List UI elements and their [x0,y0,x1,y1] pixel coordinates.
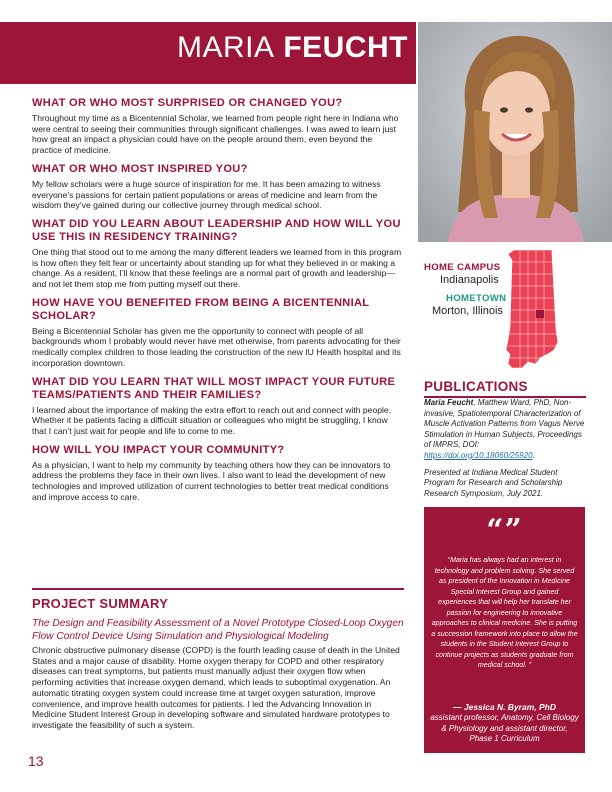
home-campus-label: HOME CAMPUS [424,262,501,273]
home-campus-value: Indianapolis [440,274,499,286]
quote-attribution [430,702,579,745]
project-body: Chronic obstructive pulmonary disease (COPD) is the fourth leading cause of death in the United States and a major cause of disability. Home oxygen therapy for COPD and other respiratory diseases can treat symptoms, but patients must manually adjust their oxygen flow when performing activities that increase oxygen demand, which leads to suboptimal oxygenation. An automatic titrating oxygen system could increase time at target oxygen saturation, improve convenience, and improve health outcomes for patients. I led the Advancing Innovation in Medicine Student Interest Group in developing software and simulated hardware prototypes to investigate the feasibility of such a system. [32,645,400,730]
doi-link[interactable]: https://doi.org/10.18060/25920 [424,450,533,460]
question-1: WHAT OR WHO MOST SURPRISED OR CHANGED YOU? [32,97,343,109]
question-2: WHAT OR WHO MOST INSPIRED YOU? [32,162,248,175]
project-summary-heading: PROJECT SUMMARY [32,596,169,611]
indianapolis-marker [536,310,544,318]
hometown-value: Morton, Illinois [432,305,503,317]
quote-marks-icon: “” [486,513,523,548]
answer-4: Being a Bicentennial Scholar has given me the opportunity to connect with people of all backgrounds whom I probably would never have met otherwise, from parents advocating for their medically complex children to those leading the construction of the new IU Health hospital and its incorporation downtown. [32,325,401,368]
answer-5: I learned about the importance of making the extra effort to reach out and connect with people. Whether it be patients facing a difficult situation or colleagues who might be struggling, I know that I can’t just wait for people and life to come to me. [32,404,392,436]
header-banner [0,22,416,84]
question-5: WHAT DID YOU LEARN THAT WILL MOST IMPACT YOUR FUTURE TEAMS/PATIENTS AND THEIR FAMILIES? [32,375,396,401]
quote-author-title: assistant professor, Anatomy, Cell Biology & Physiology and assistant director, Phase 1 Curriculum [430,713,579,743]
page-title [177,31,408,65]
answer-6: As a physician, I want to help my community by teaching others how they can be innovators to address the problems they face in their own lives. I also want to lead the development of new technologies and improved utilization of current technologies to better treat medical conditions and improve access to care. [32,459,391,502]
answer-1: Throughout my time as a Bicentennial Scholar, we learned from people right here in Indiana who were central to seeing their communities through significant challenges. I was awed to learn just how great an impact a physician could have on the people around them, even beyond the practice of medicine. [32,113,399,156]
indiana-county-map-icon [500,250,562,370]
quote-box [424,507,585,753]
answer-3: One thing that stood out to me among the many different leaders we learned from in this program is how often they felt fear or uncertainty about standing up for what they believed in or making a change. As a resident, I’ll know that these feelings are a normal part of growth and leadership—and not let them stop me from putting myself out there. [32,246,402,290]
quote-author: — Jessica N. Byram, PhD [453,702,556,712]
question-6: HOW WILL YOU IMPACT YOUR COMMUNITY? [32,443,285,456]
qa-section [32,97,404,502]
question-3: WHAT DID YOU LEARN ABOUT LEADERSHIP AND HOW WILL YOU USE THIS IN RESIDENCY TRAINING? [32,217,401,243]
portrait-photo [418,22,612,242]
page-number: 13 [28,753,44,769]
hometown-label: HOMETOWN [446,293,507,304]
last-name: FEUCHT [283,31,408,64]
citation-body: , Matthew Ward, PhD, Non-invasive, Spatiotemporal Characterization of Muscle Activation Patterns from Vagus Nerve Stimulation in Human Subjects, Proceedings of IMPRS, DOI: [424,398,585,449]
first-name: MARIA [176,31,275,64]
answer-2: My fellow scholars were a huge source of inspiration for me. It has been amazing to witness everyone’s passions for certain patient populations or areas of medicine and learn from the wisdom they’ve gained during our collective journey through medical school. [32,178,381,211]
publications-title: PUBLICATIONS [424,379,528,394]
project-title: The Design and Feasibility Assessment of a Novel Prototype Closed-Loop Oxygen Flow Control Device Using Simulation and Physiological Modeling [32,618,404,642]
publication-citation [424,398,589,461]
project-divider [32,588,404,590]
publication-note: Presented at Indiana Medical Student Program for Research and Scholarship Research Symposium, July 2021. [424,468,563,498]
quote-text: “Maria has always had an interest in technology and problem solving. She served as president of the Innovation in Medicine Special Interest Group and gained experiences that will help her translate her passion for engineering to innovative approaches to clinical medicine. She is putting a succession framework into place to allow the students in the Student Interest Group to continue projects as students graduate from medical school. ” [431,556,578,669]
citation-author: Maria Feucht [424,398,474,407]
question-4: HOW HAVE YOU BENEFITED FROM BEING A BICENTENNIAL SCHOLAR? [32,296,370,322]
citation-end: . [532,450,535,460]
